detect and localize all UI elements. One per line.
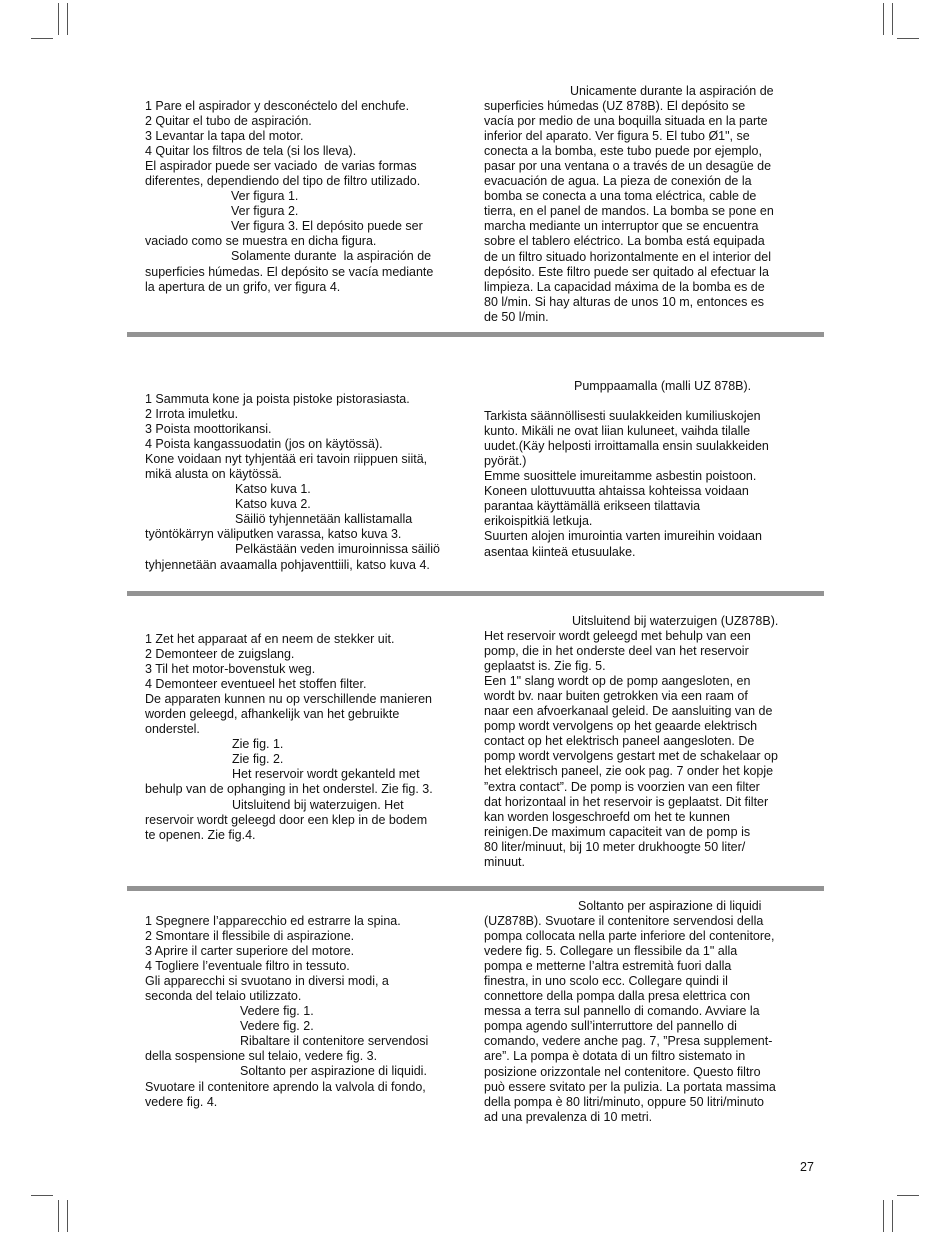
text-line: reinigen.De maximum capaciteit van de pomp is [484, 824, 751, 839]
text-line: 80 l/min. Si hay alturas de unos 10 m, entonces es [484, 294, 765, 309]
text-line: Solamente durante la aspiración de [231, 249, 432, 264]
text-line: mikä alusta on käytössä. [145, 467, 282, 482]
text-line: erikoispitkiä letkuja. [484, 514, 593, 529]
text-line: Koneen ulottuvuutta ahtaissa kohteissa voidaan [484, 484, 749, 499]
text-line: parantaa käyttämällä erikseen tilattavia [484, 499, 701, 514]
text-line: Ver figura 3. El depósito puede ser [231, 219, 423, 234]
text-line: pomp wordt vervolgens op het geaarde elektrisch [484, 719, 758, 734]
section-es-right [484, 84, 809, 325]
text-line: De apparaten kunnen nu op verschillende manieren [145, 692, 432, 707]
text-line: 4 Poista kangassuodatin (jos on käytössä). [145, 437, 383, 452]
text-line: la apertura de un grifo, ver figura 4. [145, 279, 341, 294]
text-line: reservoir wordt geleegd door een klep in de bodem [145, 812, 428, 827]
text-line: 3 Aprire il carter superiore del motore. [145, 944, 355, 959]
text-line: de un filtro situado horizontalmente en el interior del [484, 249, 771, 264]
text-line: het elektrisch paneel, zie ook pag. 7 onder het kopje [484, 764, 774, 779]
text-line: Gli apparecchi si svuotano in diversi modi, a [145, 974, 389, 989]
text-line: diferentes, dependiendo del tipo de filtro utilizado. [145, 174, 421, 189]
text-line: Zie fig. 2. [232, 752, 284, 767]
text-line: worden geleegd, afhankelijk van het gebruikte [145, 707, 400, 722]
crop-mark [897, 38, 919, 39]
section-es-left [145, 99, 470, 295]
text-line: Suurten alojen imurointia varten imureihin voidaan [484, 529, 762, 544]
text-line: vacía por medio de una boquilla situada en la parte [484, 114, 768, 129]
text-line: El aspirador puede ser vaciado de varias formas [145, 159, 417, 174]
text-line: geplaatst is. Zie fig. 5. [484, 659, 606, 674]
text-line: Tarkista säännöllisesti suulakkeiden kumiliuskojen [484, 409, 761, 424]
text-line: pompa agendo sull’interruttore del pannello di [484, 1019, 737, 1034]
section-nl-right [484, 614, 809, 870]
text-line: ”extra contact”. De pomp is voorzien van een filter [484, 779, 760, 794]
section-it-left [145, 914, 470, 1110]
text-line: vedere fig. 4. [145, 1094, 218, 1109]
crop-mark [67, 3, 68, 35]
text-line: 1 Pare el aspirador y desconéctelo del enchufe. [145, 99, 410, 113]
crop-mark [883, 1200, 884, 1232]
page-number: 27 [800, 1160, 814, 1174]
text-line: 4 Togliere l’eventuale filtro in tessuto. [145, 959, 350, 974]
text-line: seconda del telaio utilizzato. [145, 989, 302, 1004]
text-line: Het reservoir wordt gekanteld met [232, 767, 420, 782]
text-line: superficies húmedas (UZ 878B). El depósito se [484, 99, 746, 114]
text-line: Ver figura 2. [231, 204, 299, 219]
text-line: are”. La pompa è dotata di un filtro sistemato in [484, 1049, 746, 1064]
text-line: työntökärryn väliputken varassa, katso kuva 3. [145, 527, 402, 542]
text-line: Pumppaamalla (malli UZ 878B). [574, 379, 752, 393]
text-line: Soltanto per aspirazione di liquidi [578, 899, 762, 913]
text-line: kan worden losgeschroefd om het te kunnen [484, 809, 730, 824]
text-line: può essere svitato per la pulizia. La portata massima [484, 1079, 776, 1094]
text-line: contact op het elektrisch paneel aangesloten. De [484, 734, 755, 749]
text-line: inferior del aparato. Ver figura 5. El tubo Ø1", se [484, 129, 750, 144]
crop-mark [892, 3, 893, 35]
crop-mark [58, 1200, 59, 1232]
text-line [484, 394, 809, 409]
text-line: te openen. Zie fig.4. [145, 827, 256, 842]
text-line: Zie fig. 1. [232, 737, 284, 752]
text-line: vaciado como se muestra en dicha figura. [145, 234, 377, 249]
section-divider [127, 591, 824, 596]
text-line: 2 Smontare il flessibile di aspirazione. [145, 929, 355, 944]
text-line: 3 Levantar la tapa del motor. [145, 129, 304, 144]
text-line: Säiliö tyhjennetään kallistamalla [235, 512, 413, 527]
text-line: dat horizontaal in het reservoir is geplaatst. Dit filter [484, 794, 769, 809]
text-line: 1 Sammuta kone ja poista pistoke pistorasiasta. [145, 392, 410, 406]
text-line: conecta a la bomba, este tubo puede por ejemplo, [484, 144, 762, 159]
section-divider [127, 886, 824, 891]
text-line: pomp wordt vervolgens gestart met de schakelaar op [484, 749, 778, 764]
text-line: Svuotare il contenitore aprendo la valvola di fondo, [145, 1079, 426, 1094]
text-line: pyörät.) [484, 454, 527, 469]
text-line: Pelkästään veden imuroinnissa säiliö [235, 542, 440, 557]
text-line: 4 Demonteer eventueel het stoffen filter. [145, 677, 367, 692]
text-line: ad una prevalenza di 10 metri. [484, 1109, 653, 1124]
text-line: connettore della pompa dalla presa elettrica con [484, 989, 751, 1004]
text-line: minuut. [484, 854, 525, 869]
section-it-right [484, 899, 809, 1125]
text-line: Emme suosittele imureitamme asbestin poistoon. [484, 469, 757, 484]
text-line: behulp van de ophanging in het onderstel. Zie fig. 3. [145, 782, 433, 797]
crop-mark [58, 3, 59, 35]
text-line: pompa collocata nella parte inferiore del contenitore, [484, 929, 775, 944]
text-line: bomba se conecta a una toma eléctrica, cable de [484, 189, 757, 204]
text-line: 4 Quitar los filtros de tela (si los lleva). [145, 144, 357, 159]
crop-mark [31, 38, 53, 39]
text-line: 1 Zet het apparaat af en neem de stekker uit. [145, 632, 395, 646]
text-line: depósito. Este filtro puede ser quitado al efectuar la [484, 264, 769, 279]
text-line: kunto. Mikäli ne ovat liian kuluneet, vaihda tilalle [484, 424, 751, 439]
section-divider [127, 332, 824, 337]
text-line: finestra, in uno scolo ecc. Collegare quindi il [484, 974, 728, 989]
text-line: della pompa è 80 litri/minuto, oppure 50 litri/minuto [484, 1094, 765, 1109]
text-line: Kone voidaan nyt tyhjentää eri tavoin riippuen siitä, [145, 452, 428, 467]
text-line: 3 Poista moottorikansi. [145, 422, 272, 437]
text-line: limpieza. La capacidad máxima de la bomba es de [484, 279, 765, 294]
text-line: della sospensione sul telaio, vedere fig. 3. [145, 1049, 378, 1064]
text-line: Ver figura 1. [231, 189, 299, 204]
text-line: Katso kuva 1. [235, 482, 311, 497]
text-line: 2 Irrota imuletku. [145, 407, 239, 422]
text-line: tyhjennetään avaamalla pohjaventtiili, katso kuva 4. [145, 557, 430, 572]
text-line: naar een afvoerkanaal geleid. De aansluiting van de [484, 704, 773, 719]
text-line: comando, vedere anche pag. 7, ”Presa supplement- [484, 1034, 773, 1049]
text-line: Het reservoir wordt geleegd met behulp van een [484, 629, 751, 644]
text-line: tierra, en el panel de mandos. La bomba se pone en [484, 204, 774, 219]
text-line: 3 Til het motor-bovenstuk weg. [145, 662, 316, 677]
text-line: sobre el tablero eléctrico. La bomba está equipada [484, 234, 765, 249]
text-line: 2 Demonteer de zuigslang. [145, 647, 295, 662]
crop-mark [892, 1200, 893, 1232]
text-line: Vedere fig. 2. [240, 1019, 314, 1034]
text-line: (UZ878B). Svuotare il contenitore servendosi della [484, 914, 764, 929]
text-line: vedere fig. 5. Collegare un flessibile da 1" alla [484, 944, 738, 959]
crop-mark [31, 1195, 53, 1196]
section-fi-right [484, 379, 809, 560]
text-line: pompa e metterne l’altra estremità fuori dalla [484, 959, 732, 974]
text-line: wordt bv. naar buiten getrokken via een raam of [484, 689, 748, 704]
text-line: pomp, die in het onderste deel van het reservoir [484, 644, 749, 659]
text-line: Katso kuva 2. [235, 497, 311, 512]
crop-mark [67, 1200, 68, 1232]
text-line: 2 Quitar el tubo de aspiración. [145, 114, 312, 129]
text-line: onderstel. [145, 722, 200, 737]
section-fi-left [145, 392, 470, 573]
text-line: superficies húmedas. El depósito se vacía mediante [145, 264, 434, 279]
text-line: 1 Spegnere l’apparecchio ed estrarre la spina. [145, 914, 401, 928]
section-nl-left [145, 632, 470, 843]
text-line: Uitsluitend bij waterzuigen. Het [232, 797, 404, 812]
crop-mark [897, 1195, 919, 1196]
text-line: uudet.(Käy helposti irroittamalla ensin suulakkeiden [484, 439, 769, 454]
text-line: Unicamente durante la aspiración de [570, 84, 774, 98]
text-line: evacuación de agua. La pieza de conexión de la [484, 174, 752, 189]
text-line: Vedere fig. 1. [240, 1004, 314, 1019]
text-line: asentaa kiinteä etusuulake. [484, 544, 636, 559]
text-line: Uitsluitend bij waterzuigen (UZ878B). [572, 614, 779, 628]
text-line: messa a terra sul pannello di comando. Avviare la [484, 1004, 760, 1019]
text-line: Een 1" slang wordt op de pomp aangesloten, en [484, 674, 751, 689]
text-line: marcha mediante un interruptor que se encuentra [484, 219, 759, 234]
text-line: posizione orizzontale nel contenitore. Questo filtro [484, 1064, 761, 1079]
text-line: Soltanto per aspirazione di liquidi. [240, 1064, 427, 1079]
text-line: Ribaltare il contenitore servendosi [240, 1034, 429, 1049]
text-line: de 50 l/min. [484, 309, 549, 324]
text-line: pasar por una ventana o a través de un desagüe de [484, 159, 772, 174]
text-line: 80 liter/minuut, bij 10 meter drukhoogte 50 liter/ [484, 839, 746, 854]
crop-mark [883, 3, 884, 35]
